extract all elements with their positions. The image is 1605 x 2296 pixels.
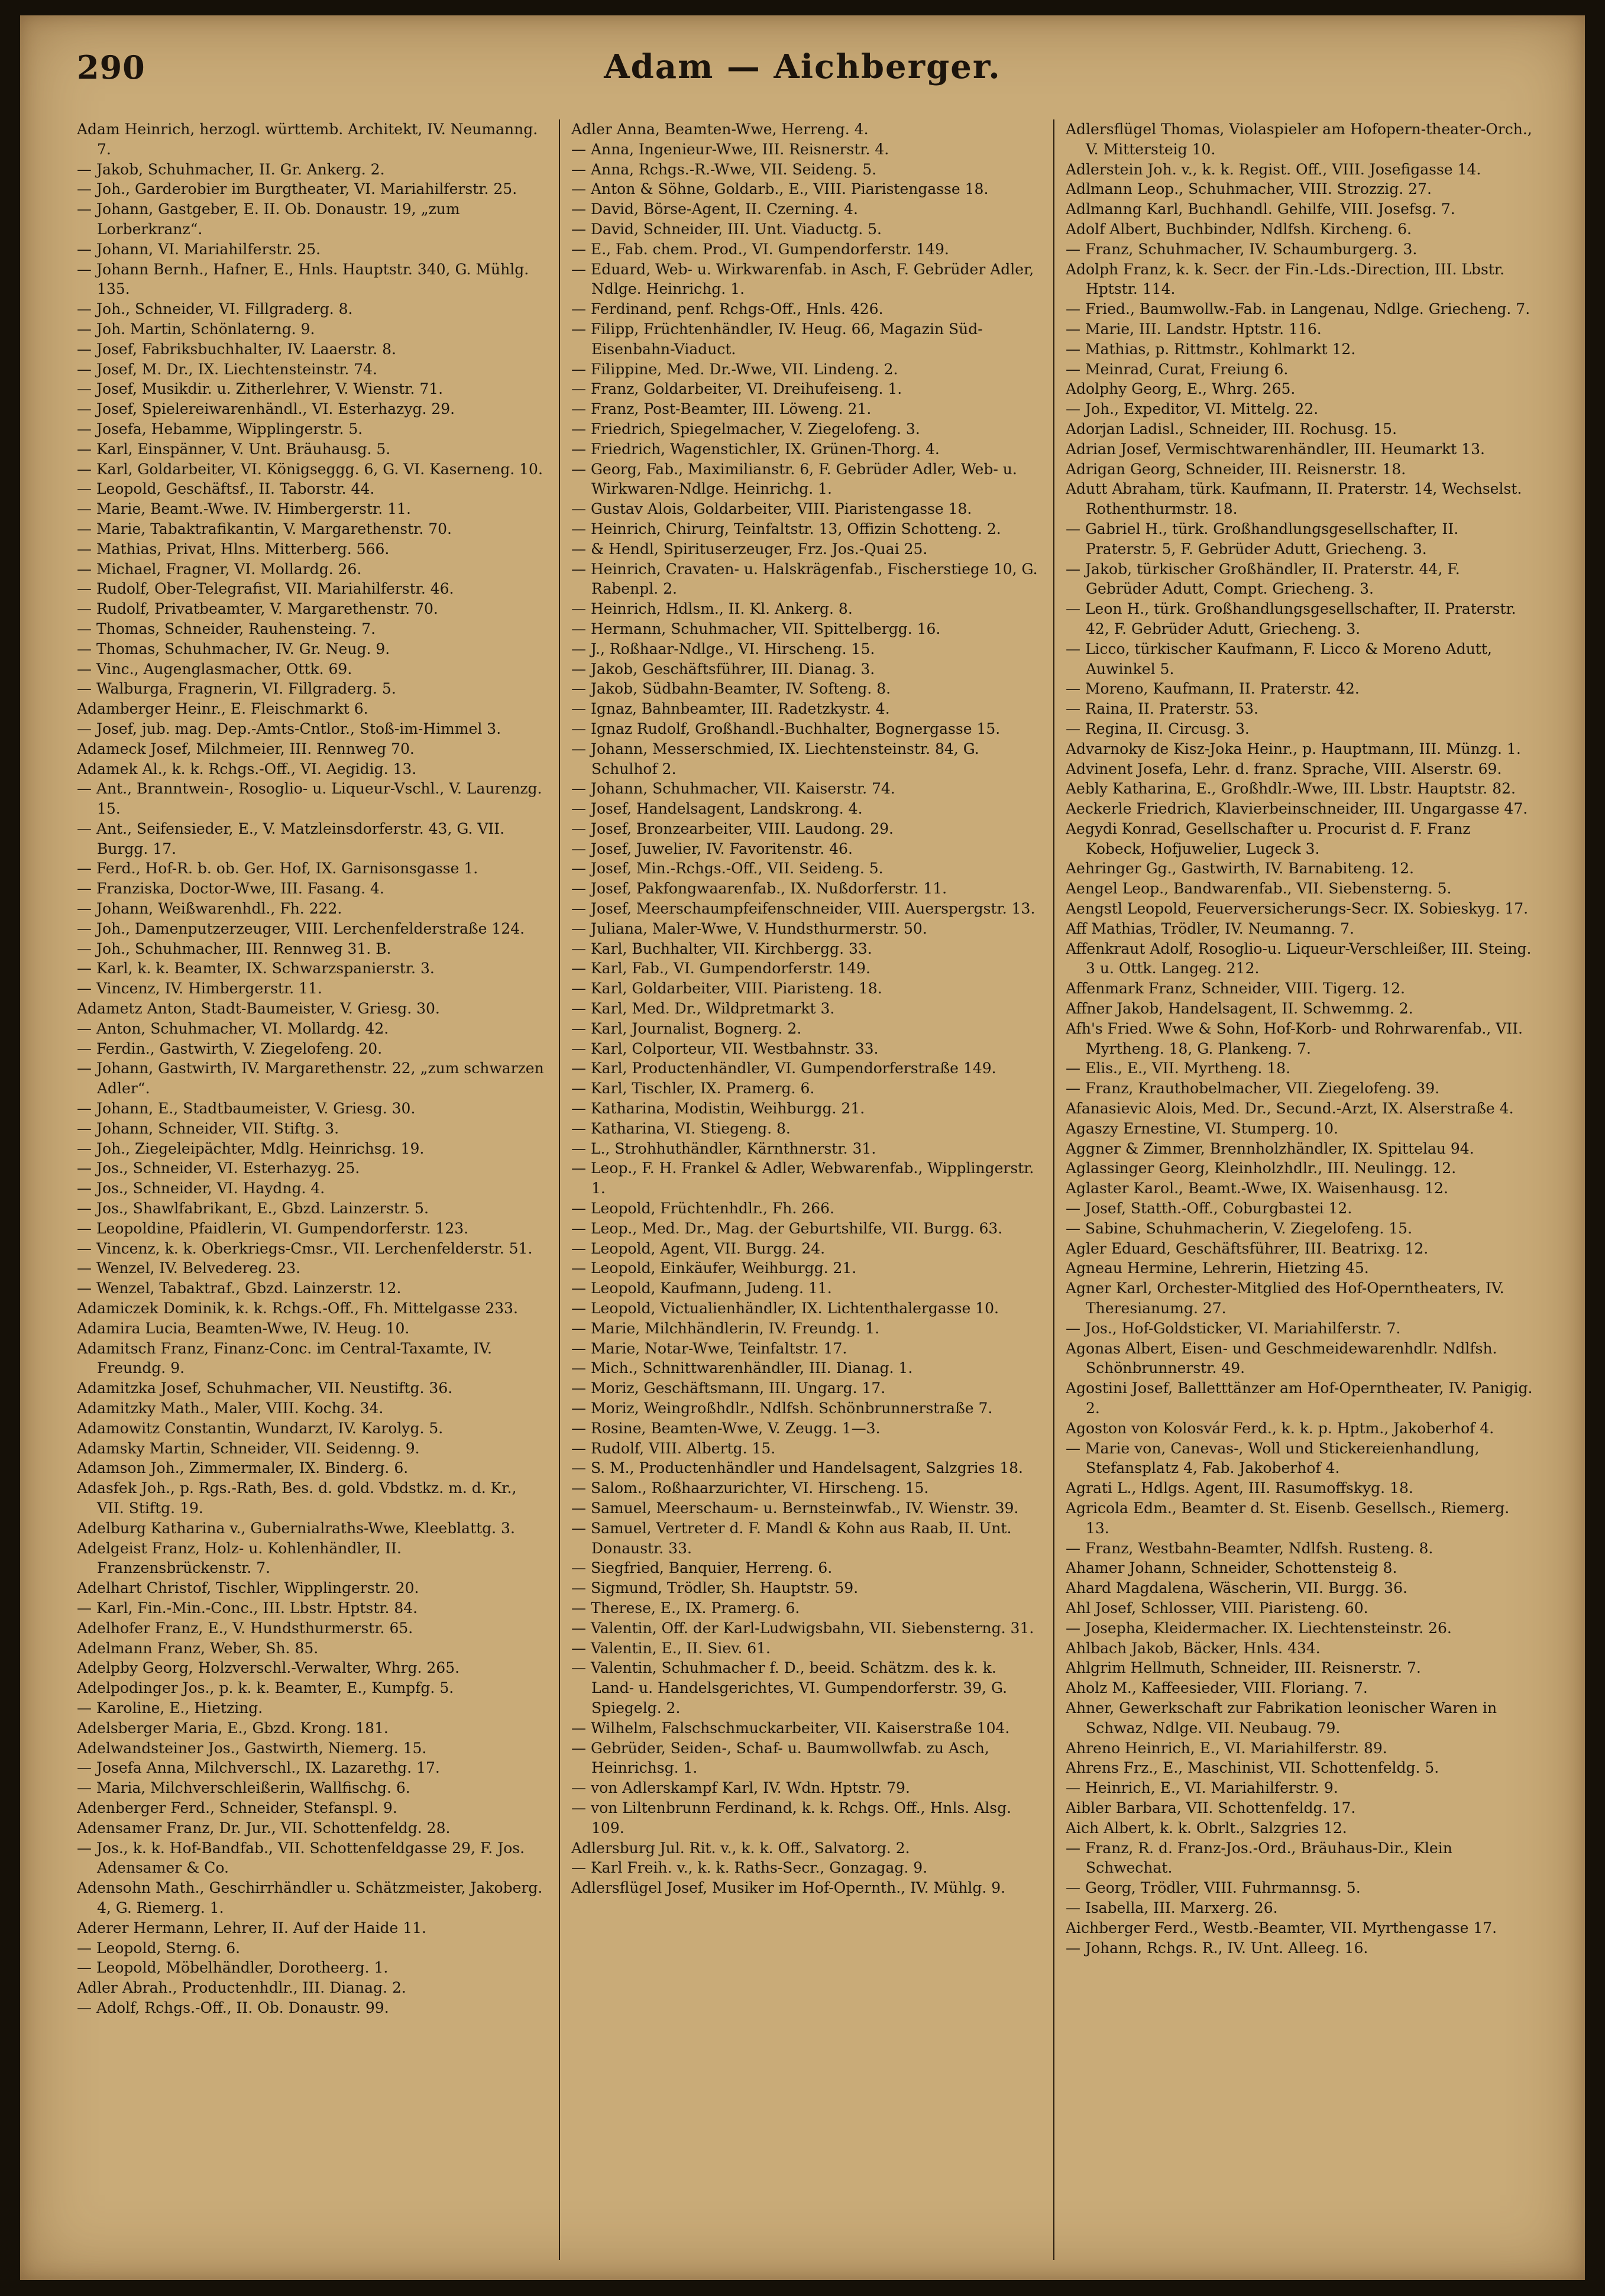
directory-entry: — Wilhelm, Falschschmuckarbeiter, VII. Kaiserstraße 104. [571, 1719, 1010, 1737]
directory-entry: — Marie, III. Landstr. Hptstr. 116. [1066, 320, 1322, 338]
directory-entry: — Leopold, Möbelhändler, Dorotheerg. 1. [77, 1959, 389, 1977]
directory-entry: — Moreno, Kaufmann, II. Praterstr. 42. [1066, 680, 1360, 698]
directory-entry: — Johann, VI. Mariahilferstr. 25. [77, 240, 321, 258]
directory-entry: Adelwandsteiner Jos., Gastwirth, Niemerg. 15. [77, 1739, 427, 1757]
directory-entry: — Ignaz, Bahnbeamter, III. Radetzkystr. 4. [571, 700, 890, 718]
directory-entry: — Josef, Musikdir. u. Zitherlehrer, V. Wienstr. 71. [77, 380, 444, 398]
directory-entry: Adlersburg Jul. Rit. v., k. k. Off., Salvatorg. 2. [571, 1839, 910, 1857]
directory-entry: — Jos., Hof-Goldsticker, VI. Mariahilferstr. 7. [1066, 1319, 1401, 1337]
directory-entry: — Josef, Spielereiwarenhändl., VI. Esterhazyg. 29. [77, 400, 455, 418]
directory-entry: — Josef, Min.-Rchgs.-Off., VII. Seideng. 5. [571, 860, 884, 877]
directory-entry: — Karl, k. k. Beamter, IX. Schwarzspanierstr. 3. [77, 960, 435, 977]
directory-entry: — Ignaz Rudolf, Großhandl.-Buchhalter, Bognergasse 15. [571, 720, 1001, 737]
directory-entry: — Franz, Goldarbeiter, VI. Dreihufeiseng. 1. [571, 380, 902, 398]
directory-entry: — Maria, Milchverschleißerin, Wallfischg. 6. [77, 1779, 410, 1797]
directory-entry: — Johann, Messerschmied, IX. Liechtensteinstr. 84, G. Schulhof 2. [571, 740, 979, 778]
directory-entry: Ahlbach Jakob, Bäcker, Hnls. 434. [1066, 1639, 1321, 1657]
directory-page [20, 15, 1585, 2280]
page-number: 290 [77, 48, 145, 86]
directory-entry: — Joh., Expeditor, VI. Mittelg. 22. [1066, 400, 1319, 418]
directory-entry: — Jos., Schneider, VI. Haydng. 4. [77, 1180, 325, 1197]
directory-entry: — Joh., Damenputzerzeuger, VIII. Lerchenfelderstraße 124. [77, 919, 525, 937]
directory-entry: Adlmanng Karl, Buchhandl. Gehilfe, VIII. Josefsg. 7. [1066, 200, 1455, 218]
directory-entry: — Ferdin., Gastwirth, V. Ziegelofeng. 20. [77, 1039, 383, 1057]
column-rule [1053, 119, 1054, 2260]
directory-entry: — Karl, Tischler, IX. Pramerg. 6. [571, 1080, 815, 1097]
directory-entry: — Jos., k. k. Hof-Bandfab., VII. Schottenfeldgasse 29, F. Jos. Adensamer & Co. [77, 1839, 525, 1877]
directory-entry: Aglassinger Georg, Kleinholzhdlr., III. Neulingg. 12. [1066, 1160, 1457, 1177]
directory-entry: — Sigmund, Trödler, Sh. Hauptstr. 59. [571, 1579, 859, 1597]
directory-entry: — Wenzel, IV. Belvedereg. 23. [77, 1259, 301, 1277]
directory-entry: — Josef, jub. mag. Dep.-Amts-Cntlor., Stoß-im-Himmel 3. [77, 720, 501, 737]
directory-entry: — Filipp, Früchtenhändler, IV. Heug. 66, Magazin Süd-Eisenbahn-Viaduct. [571, 320, 983, 358]
directory-entry: — Karl, Colporteur, VII. Westbahnstr. 33. [571, 1039, 879, 1057]
directory-entry: Adelmann Franz, Weber, Sh. 85. [77, 1639, 319, 1657]
directory-entry: Aegydi Konrad, Gesellschafter u. Procurist d. F. Franz Kobeck, Hofjuwelier, Lugeck 3. [1066, 820, 1471, 857]
directory-entry: Agonas Albert, Eisen- und Geschmeidewarenhdlr. Ndlfsh. Schönbrunnerstr. 49. [1066, 1339, 1497, 1377]
directory-entry: — Eduard, Web- u. Wirkwarenfab. in Asch, F. Gebrüder Adler, Ndlge. Heinrichg. 1. [571, 260, 1034, 298]
directory-entry: Aff Mathias, Trödler, IV. Neumanng. 7. [1066, 919, 1354, 937]
directory-entry: Affenmark Franz, Schneider, VIII. Tigerg. 12. [1066, 980, 1405, 998]
directory-entry: — Meinrad, Curat, Freiung 6. [1066, 360, 1289, 378]
directory-entry: Aehringer Gg., Gastwirth, IV. Barnabiteng. 12. [1066, 860, 1414, 877]
directory-entry: Adutt Abraham, türk. Kaufmann, II. Praterstr. 14, Wechselst. Rothenthurmstr. 18. [1066, 480, 1522, 518]
directory-entry: — Vincenz, IV. Himbergerstr. 11. [77, 980, 322, 998]
directory-entry: Aengel Leop., Bandwarenfab., VII. Siebensterng. 5. [1066, 880, 1452, 898]
directory-entry: Aholz M., Kaffeesieder, VIII. Floriang. 7. [1066, 1679, 1368, 1697]
directory-entry: — Leopold, Geschäftsf., II. Taborstr. 44. [77, 480, 375, 498]
directory-entry: — Marie von, Canevas-, Woll und Stickereienhandlung, Stefansplatz 4, Fab. Jakoberhof 4. [1066, 1439, 1480, 1477]
directory-entry: — Salom., Roßhaarzurichter, VI. Hirscheng. 15. [571, 1479, 929, 1497]
directory-entry: Adamitsch Franz, Finanz-Conc. im Central-Taxamte, IV. Freundg. 9. [77, 1339, 492, 1377]
directory-entry: — Fried., Baumwollw.-Fab. in Langenau, Ndlge. Griecheng. 7. [1066, 300, 1530, 318]
directory-entry: Adelpodinger Jos., p. k. k. Beamter, E., Kumpfg. 5. [77, 1679, 454, 1697]
directory-entry: — Karl Freih. v., k. k. Raths-Secr., Gonzagag. 9. [571, 1859, 928, 1877]
column-rule [559, 119, 560, 2260]
directory-entry: — Wenzel, Tabaktraf., Gbzd. Lainzerstr. 12. [77, 1280, 402, 1297]
directory-entry: Adelpby Georg, Holzverschl.-Verwalter, Whrg. 265. [77, 1659, 460, 1677]
directory-entry: — Karoline, E., Hietzing. [77, 1699, 263, 1717]
directory-entry: — Anton & Söhne, Goldarb., E., VIII. Piaristengasse 18. [571, 180, 989, 198]
directory-entry: Adamowitz Constantin, Wundarzt, IV. Karolyg. 5. [77, 1419, 444, 1437]
directory-entry: — Anna, Rchgs.-R.-Wwe, VII. Seideng. 5. [571, 160, 877, 178]
directory-entry: — Karl, Med. Dr., Wildpretmarkt 3. [571, 1000, 835, 1018]
directory-entry: — Josepha, Kleidermacher. IX. Liechtensteinstr. 26. [1066, 1619, 1452, 1637]
directory-entry: Adameck Josef, Milchmeier, III. Rennweg 70. [77, 740, 415, 757]
directory-entry: Agaszy Ernestine, VI. Stumperg. 10. [1066, 1119, 1338, 1137]
directory-entry: Adelhart Christof, Tischler, Wipplingerstr. 20. [77, 1579, 419, 1597]
directory-entry: Ahreno Heinrich, E., VI. Mariahilferstr. 89. [1066, 1739, 1387, 1757]
directory-entry: — S. M., Productenhändler und Handelsagent, Salzgries 18. [571, 1459, 1023, 1477]
directory-entry: — Johann, Gastwirth, IV. Margarethenstr. 22, „zum schwarzen Adler“. [77, 1060, 544, 1097]
directory-entry: Affner Jakob, Handelsagent, II. Schwemmg. 2. [1066, 1000, 1413, 1018]
directory-entry: — Josef, Juwelier, IV. Favoritenstr. 46. [571, 840, 853, 857]
directory-entry: — Hermann, Schuhmacher, VII. Spittelbergg. 16. [571, 620, 941, 637]
directory-entry: — Karl, Journalist, Bognerg. 2. [571, 1019, 802, 1037]
directory-entry: — & Hendl, Spirituserzeuger, Frz. Jos.-Quai 25. [571, 540, 928, 558]
directory-entry: Ahamer Johann, Schneider, Schottensteig 8. [1066, 1559, 1397, 1577]
directory-entry: — Johann Bernh., Hafner, E., Hnls. Hauptstr. 340, G. Mühlg. 135. [77, 260, 529, 298]
directory-entry: Afh's Fried. Wwe & Sohn, Hof-Korb- und Rohrwarenfab., VII. Myrtheng. 18, G. Plankeng. 7. [1066, 1019, 1523, 1057]
directory-entry: Ahl Josef, Schlosser, VIII. Piaristeng. 60. [1066, 1599, 1368, 1617]
directory-entry: — Leopold, Kaufmann, Judeng. 11. [571, 1280, 832, 1297]
directory-entry: Affenkraut Adolf, Rosoglio-u. Liqueur-Verschleißer, III. Steing. 3 u. Ottk. Langeg. 212. [1066, 940, 1532, 977]
directory-entry: — Josef, M. Dr., IX. Liechtensteinstr. 74. [77, 360, 377, 378]
directory-entry: Agostini Josef, Balletttänzer am Hof-Operntheater, IV. Panigig. 2. [1066, 1379, 1533, 1417]
directory-entry: Adamsky Martin, Schneider, VII. Seidenng. 9. [77, 1439, 420, 1457]
directory-entry: Adlersflügel Josef, Musiker im Hof-Opernth., IV. Mühlg. 9. [571, 1879, 1006, 1897]
directory-entry: Adamson Joh., Zimmermaler, IX. Binderg. 6. [77, 1459, 409, 1477]
directory-entry: Adametz Anton, Stadt-Baumeister, V. Griesg. 30. [77, 1000, 440, 1018]
directory-entry: Adelburg Katharina v., Gubernialraths-Wwe, Kleeblattg. 3. [77, 1519, 515, 1537]
directory-entry: — Joh., Schneider, VI. Fillgraderg. 8. [77, 300, 353, 318]
directory-entry: Advarnoky de Kisz-Joka Heinr., p. Hauptmann, III. Münzg. 1. [1066, 740, 1521, 757]
directory-entry: Adensamer Franz, Dr. Jur., VII. Schottenfeldg. 28. [77, 1819, 451, 1837]
directory-entry: — Jakob, Schuhmacher, II. Gr. Ankerg. 2. [77, 160, 385, 178]
directory-entry: — Marie, Tabaktrafikantin, V. Margarethenstr. 70. [77, 520, 452, 537]
directory-entry: — Samuel, Vertreter d. F. Mandl & Kohn aus Raab, II. Unt. Donaustr. 33. [571, 1519, 1012, 1557]
directory-entry: — Franz, Krauthobelmacher, VII. Ziegelofeng. 39. [1066, 1080, 1440, 1097]
directory-entry: Adrian Josef, Vermischtwarenhändler, III. Heumarkt 13. [1066, 440, 1485, 458]
directory-entry: — Johann, Gastgeber, E. II. Ob. Donaustr. 19, „zum Lorberkranz“. [77, 200, 460, 238]
directory-entry: — Regina, II. Circusg. 3. [1066, 720, 1250, 737]
directory-entry: — Johann, E., Stadtbaumeister, V. Griesg. 30. [77, 1100, 416, 1118]
directory-entry: Agricola Edm., Beamter d. St. Eisenb. Gesellsch., Riemerg. 13. [1066, 1499, 1510, 1537]
columns [77, 119, 1535, 2260]
directory-entry: — Heinrich, Cravaten- u. Halskrägenfab., Fischerstiege 10, G. Rabenpl. 2. [571, 560, 1038, 598]
directory-entry: — Karl, Productenhändler, VI. Gumpendorferstraße 149. [571, 1060, 996, 1077]
directory-entry: — Thomas, Schneider, Rauhensteing. 7. [77, 620, 376, 637]
column-2 [571, 119, 1038, 2260]
directory-entry: Adamberger Heinr., E. Fleischmarkt 6. [77, 700, 368, 718]
directory-entry: — Josef, Fabriksbuchhalter, IV. Laaerstr. 8. [77, 340, 396, 358]
directory-entry: — Josefa, Hebamme, Wipplingerstr. 5. [77, 420, 363, 438]
directory-entry: Adamitzka Josef, Schuhmacher, VII. Neustiftg. 36. [77, 1379, 453, 1397]
directory-entry: — Valentin, Schuhmacher f. D., beeid. Schätzm. des k. k. Land- u. Handelsgerichtes, VI. Gumpendorferstr. 39, G. Spiegelg. 2. [571, 1659, 1008, 1717]
directory-entry: — Josef, Statth.-Off., Coburgbastei 12. [1066, 1200, 1352, 1217]
directory-entry: — Gustav Alois, Goldarbeiter, VIII. Piaristengasse 18. [571, 500, 972, 518]
directory-entry: — E., Fab. chem. Prod., VI. Gumpendorferstr. 149. [571, 240, 949, 258]
directory-entry: Agoston von Kolosvár Ferd., k. k. p. Hptm., Jakoberhof 4. [1066, 1419, 1494, 1437]
page-header [56, 44, 1549, 91]
directory-entry: — Vinc., Augenglasmacher, Ottk. 69. [77, 660, 352, 678]
directory-entry: Ahlgrim Hellmuth, Schneider, III. Reisnerstr. 7. [1066, 1659, 1421, 1677]
column-1 [77, 119, 544, 2260]
directory-entry: — Josef, Handelsagent, Landskrong. 4. [571, 800, 863, 818]
directory-entry: — Leop., Med. Dr., Mag. der Geburtshilfe, VII. Burgg. 63. [571, 1219, 1003, 1237]
directory-entry: Adelsberger Maria, E., Gbzd. Krong. 181. [77, 1719, 389, 1737]
directory-entry: Aderer Hermann, Lehrer, II. Auf der Haide 11. [77, 1919, 426, 1936]
directory-entry: — Jakob, türkischer Großhändler, II. Praterstr. 44, F. Gebrüder Adutt, Compt. Griecheng. 3. [1066, 560, 1460, 598]
directory-entry: — Ferd., Hof-R. b. ob. Ger. Hof, IX. Garnisonsgasse 1. [77, 860, 478, 877]
directory-entry: — Mathias, p. Rittmstr., Kohlmarkt 12. [1066, 340, 1356, 358]
directory-entry: — Walburga, Fragnerin, VI. Fillgraderg. 5. [77, 680, 396, 698]
directory-entry: — Joh. Martin, Schönlaterng. 9. [77, 320, 315, 338]
directory-entry: — Ant., Branntwein-, Rosoglio- u. Liqueur-Vschl., V. Laurenzg. 15. [77, 780, 542, 818]
directory-entry: — Joh., Garderobier im Burgtheater, VI. Mariahilferstr. 25. [77, 180, 517, 198]
directory-entry: — Leopold, Victualienhändler, IX. Lichtenthalergasse 10. [571, 1300, 999, 1317]
directory-entry: — L., Strohhuthändler, Kärnthnerstr. 31. [571, 1139, 876, 1157]
directory-entry: — Johann, Schneider, VII. Stiftg. 3. [77, 1119, 339, 1137]
directory-entry: — Elis., E., VII. Myrtheng. 18. [1066, 1060, 1291, 1077]
directory-entry: — Marie, Notar-Wwe, Teinfaltstr. 17. [571, 1339, 847, 1357]
directory-entry: — Heinrich, E., VI. Mariahilferstr. 9. [1066, 1779, 1338, 1797]
directory-entry: — Leopold, Früchtenhdlr., Fh. 266. [571, 1200, 834, 1217]
directory-entry: — Michael, Fragner, VI. Mollardg. 26. [77, 560, 362, 578]
directory-entry: Agler Eduard, Geschäftsführer, III. Beatrixg. 12. [1066, 1239, 1429, 1257]
directory-entry: Afanasievic Alois, Med. Dr., Secund.-Arzt, IX. Alserstraße 4. [1066, 1100, 1514, 1118]
directory-entry: — Jos., Shawlfabrikant, E., Gbzd. Lainzerstr. 5. [77, 1200, 429, 1217]
directory-entry: Adorjan Ladisl., Schneider, III. Rochusg. 15. [1066, 420, 1397, 438]
directory-entry: Aeckerle Friedrich, Klavierbeinschneider, III. Ungargasse 47. [1066, 800, 1528, 818]
directory-entry: — Therese, E., IX. Pramerg. 6. [571, 1599, 800, 1617]
directory-entry: — Moriz, Weingroßhdlr., Ndlfsh. Schönbrunnerstraße 7. [571, 1400, 993, 1417]
directory-entry: Agner Karl, Orchester-Mitglied des Hof-Operntheaters, IV. Theresianumg. 27. [1066, 1280, 1504, 1317]
directory-entry: — Gabriel H., türk. Großhandlungsgesellschafter, II. Praterstr. 5, F. Gebrüder Adutt, Griecheng. 3. [1066, 520, 1459, 558]
directory-entry: — Friedrich, Spiegelmacher, V. Ziegelofeng. 3. [571, 420, 920, 438]
directory-entry: — Rudolf, Privatbeamter, V. Margarethenstr. 70. [77, 600, 438, 618]
directory-entry: Adenberger Ferd., Schneider, Stefanspl. 9. [77, 1799, 397, 1816]
directory-entry: — Johann, Schuhmacher, VII. Kaiserstr. 74. [571, 780, 895, 798]
directory-entry: — Karl, Goldarbeiter, VI. Königseggg. 6, G. VI. Kaserneng. 10. [77, 460, 543, 478]
directory-entry: Adelhofer Franz, E., V. Hundsthurmerstr. 65. [77, 1619, 413, 1637]
directory-entry: Aibler Barbara, VII. Schottenfeldg. 17. [1066, 1799, 1356, 1816]
directory-entry: — Franziska, Doctor-Wwe, III. Fasang. 4. [77, 880, 384, 898]
directory-entry: — Samuel, Meerschaum- u. Bernsteinwfab., IV. Wienstr. 39. [571, 1499, 1019, 1517]
directory-entry: — Franz, Schuhmacher, IV. Schaumburgerg. 3. [1066, 240, 1418, 258]
directory-entry: Adolphy Georg, E., Whrg. 265. [1066, 380, 1296, 398]
directory-entry: — Rudolf, VIII. Albertg. 15. [571, 1439, 776, 1457]
directory-entry: — von Liltenbrunn Ferdinand, k. k. Rchgs. Off., Hnls. Alsg. 109. [571, 1799, 1012, 1837]
directory-entry: Adrigan Georg, Schneider, III. Reisnerstr. 18. [1066, 460, 1406, 478]
directory-entry: — Isabella, III. Marxerg. 26. [1066, 1899, 1278, 1916]
directory-entry: — Ferdinand, penf. Rchgs-Off., Hnls. 426. [571, 300, 884, 318]
directory-entry: — Moriz, Geschäftsmann, III. Ungarg. 17. [571, 1379, 886, 1397]
directory-entry: Adamitzky Math., Maler, VIII. Kochg. 34. [77, 1400, 384, 1417]
directory-entry: Ahrens Frz., E., Maschinist, VII. Schottenfeldg. 5. [1066, 1759, 1439, 1777]
directory-entry: — Josef, Meerschaumpfeifenschneider, VIII. Auerspergstr. 13. [571, 900, 1036, 918]
directory-entry: Adamek Al., k. k. Rchgs.-Off., VI. Aegidig. 13. [77, 760, 417, 778]
directory-entry: — Karl, Fin.-Min.-Conc., III. Lbstr. Hptstr. 84. [77, 1599, 418, 1617]
directory-entry: — Katharina, VI. Stiegeng. 8. [571, 1119, 791, 1137]
directory-entry: Adamiczek Dominik, k. k. Rchgs.-Off., Fh. Mittelgasse 233. [77, 1300, 518, 1317]
directory-entry: — Jakob, Südbahn-Beamter, IV. Softeng. 8. [571, 680, 891, 698]
directory-entry: — Licco, türkischer Kaufmann, F. Licco & Moreno Adutt, Auwinkel 5. [1066, 640, 1492, 678]
directory-entry: — Johann, Rchgs. R., IV. Unt. Alleeg. 16. [1066, 1939, 1368, 1957]
directory-entry: Aggner & Zimmer, Brennholzhändler, IX. Spittelau 94. [1066, 1139, 1474, 1157]
directory-entry: — Friedrich, Wagenstichler, IX. Grünen-Thorg. 4. [571, 440, 940, 458]
directory-entry: — Raina, II. Praterstr. 53. [1066, 700, 1258, 718]
directory-entry: Adolph Franz, k. k. Secr. der Fin.-Lds.-Direction, III. Lbstr. Hptstr. 114. [1066, 260, 1505, 298]
directory-entry: — Georg, Fab., Maximilianstr. 6, F. Gebrüder Adler, Web- u. Wirkwaren-Ndlge. Heinrichg. 1. [571, 460, 1017, 498]
directory-entry: — Mathias, Privat, Hlns. Mitterberg. 566. [77, 540, 390, 558]
directory-entry: — Georg, Trödler, VIII. Fuhrmannsg. 5. [1066, 1879, 1361, 1897]
directory-entry: — Jos., Schneider, VI. Esterhazyg. 25. [77, 1160, 360, 1177]
directory-entry: — Leopold, Sterng. 6. [77, 1939, 241, 1957]
directory-entry: — Marie, Beamt.-Wwe. IV. Himbergerstr. 11. [77, 500, 411, 518]
directory-entry: Agrati L., Hdlgs. Agent, III. Rasumoffskyg. 18. [1066, 1479, 1413, 1497]
directory-entry: Adam Heinrich, herzogl. württemb. Architekt, IV. Neumanng. 7. [77, 121, 538, 158]
directory-entry: — Joh., Schuhmacher, III. Rennweg 31. B. [77, 940, 391, 957]
directory-entry: — Thomas, Schuhmacher, IV. Gr. Neug. 9. [77, 640, 390, 658]
directory-entry: Aebly Katharina, E., Großhdlr.-Wwe, III. Lbstr. Hauptstr. 82. [1066, 780, 1516, 798]
directory-entry: Agneau Hermine, Lehrerin, Hietzing 45. [1066, 1259, 1369, 1277]
directory-entry: — Juliana, Maler-Wwe, V. Hundsthurmerstr. 50. [571, 919, 927, 937]
directory-entry: Adolf Albert, Buchbinder, Ndlfsh. Kircheng. 6. [1066, 220, 1412, 238]
directory-entry: Ahard Magdalena, Wäscherin, VII. Burgg. 36. [1066, 1579, 1407, 1597]
directory-entry: — Leon H., türk. Großhandlungsgesellschafter, II. Praterstr. 42, F. Gebrüder Adutt, Griecheng. 3. [1066, 600, 1516, 637]
directory-entry: Adensohn Math., Geschirrhändler u. Schätzmeister, Jakoberg. 4, G. Riemerg. 1. [77, 1879, 543, 1916]
directory-entry: — Leop., F. H. Frankel & Adler, Webwarenfab., Wipplingerstr. 1. [571, 1160, 1034, 1197]
directory-entry: — Joh., Ziegeleipächter, Mdlg. Heinrichsg. 19. [77, 1139, 425, 1157]
directory-entry: — Mich., Schnittwarenhändler, III. Dianag. 1. [571, 1359, 913, 1377]
directory-entry: — Franz, Post-Beamter, III. Löweng. 21. [571, 400, 872, 418]
directory-entry: — Franz, Westbahn-Beamter, Ndlfsh. Rusteng. 8. [1066, 1539, 1434, 1557]
directory-entry: — David, Schneider, III. Unt. Viaductg. 5. [571, 220, 882, 238]
directory-entry: Adlersflügel Thomas, Violaspieler am Hofopern-theater-Orch., V. Mittersteig 10. [1066, 121, 1532, 158]
directory-entry: Adelgeist Franz, Holz- u. Kohlenhändler, II. Franzensbrückenstr. 7. [77, 1539, 402, 1577]
directory-entry: Ahner, Gewerkschaft zur Fabrikation leonischer Waren in Schwaz, Ndlge. VII. Neubaug. 79. [1066, 1699, 1497, 1737]
directory-entry: — Anna, Ingenieur-Wwe, III. Reisnerstr. 4. [571, 140, 889, 158]
directory-entry: Adler Anna, Beamten-Wwe, Herreng. 4. [571, 121, 869, 138]
directory-entry: — Johann, Weißwarenhdl., Fh. 222. [77, 900, 342, 918]
directory-entry: — Marie, Milchhändlerin, IV. Freundg. 1. [571, 1319, 880, 1337]
directory-entry: — Josef, Bronzearbeiter, VIII. Laudong. 29. [571, 820, 894, 837]
column-3 [1066, 119, 1533, 2260]
directory-entry: Adlmann Leop., Schuhmacher, VIII. Strozzig. 27. [1066, 180, 1432, 198]
directory-entry: Adamira Lucia, Beamten-Wwe, IV. Heug. 10. [77, 1319, 410, 1337]
directory-entry: — Rudolf, Ober-Telegrafist, VII. Mariahilferstr. 46. [77, 580, 454, 598]
directory-entry: — Ant., Seifensieder, E., V. Matzleinsdorferstr. 43, G. VII. Burgg. 17. [77, 820, 505, 857]
directory-entry: — Leopoldine, Pfaidlerin, VI. Gumpendorferstr. 123. [77, 1219, 469, 1237]
directory-entry: — Siegfried, Banquier, Herreng. 6. [571, 1559, 833, 1577]
directory-entry: Aich Albert, k. k. Obrlt., Salzgries 12. [1066, 1819, 1347, 1837]
directory-entry: — Rosine, Beamten-Wwe, V. Zeugg. 1—3. [571, 1419, 881, 1437]
directory-entry: — Gebrüder, Seiden-, Schaf- u. Baumwollwfab. zu Asch, Heinrichsg. 1. [571, 1739, 989, 1777]
directory-entry: — Karl, Goldarbeiter, VIII. Piaristeng. 18. [571, 980, 882, 998]
directory-entry: Aglaster Karol., Beamt.-Wwe, IX. Waisenhausg. 12. [1066, 1180, 1448, 1197]
directory-entry: Adlerstein Joh. v., k. k. Regist. Off., VIII. Josefigasse 14. [1066, 160, 1481, 178]
directory-entry: — Franz, R. d. Franz-Jos.-Ord., Bräuhaus-Dir., Klein Schwechat. [1066, 1839, 1452, 1877]
running-title: Adam — Aichberger. [604, 47, 1001, 86]
directory-entry: — David, Börse-Agent, II. Czerning. 4. [571, 200, 858, 218]
directory-entry: Aichberger Ferd., Westb.-Beamter, VII. Myrthengasse 17. [1066, 1919, 1497, 1936]
directory-entry: Advinent Josefa, Lehr. d. franz. Sprache, VIII. Alserstr. 69. [1066, 760, 1502, 778]
directory-entry: — J., Roßhaar-Ndlge., VI. Hirscheng. 15. [571, 640, 875, 658]
directory-entry: — Heinrich, Hdlsm., II. Kl. Ankerg. 8. [571, 600, 853, 618]
directory-entry: Adasfek Joh., p. Rgs.-Rath, Bes. d. gold. Vbdstkz. m. d. Kr., VII. Stiftg. 19. [77, 1479, 517, 1517]
directory-entry: — Karl, Fab., VI. Gumpendorferstr. 149. [571, 960, 871, 977]
directory-entry: — Filippine, Med. Dr.-Wwe, VII. Lindeng. 2. [571, 360, 898, 378]
directory-entry: — Vincenz, k. k. Oberkriegs-Cmsr., VII. Lerchenfelderstr. 51. [77, 1239, 533, 1257]
directory-entry: — Valentin, Off. der Karl-Ludwigsbahn, VII. Siebensterng. 31. [571, 1619, 1034, 1637]
directory-entry: — Katharina, Modistin, Weihburgg. 21. [571, 1100, 865, 1118]
directory-entry: — Heinrich, Chirurg, Teinfaltstr. 13, Offizin Schotteng. 2. [571, 520, 1001, 537]
directory-entry: — Josef, Pakfongwaarenfab., IX. Nußdorferstr. 11. [571, 880, 947, 898]
directory-entry: — Jakob, Geschäftsführer, III. Dianag. 3. [571, 660, 875, 678]
directory-entry: — Sabine, Schuhmacherin, V. Ziegelofeng. 15. [1066, 1219, 1413, 1237]
directory-entry: — Leopold, Einkäufer, Weihburgg. 21. [571, 1259, 857, 1277]
directory-entry: — Josefa Anna, Milchverschl., IX. Lazarethg. 17. [77, 1759, 440, 1777]
directory-entry: Adler Abrah., Productenhdlr., III. Dianag. 2. [77, 1979, 406, 1997]
directory-entry: — Adolf, Rchgs.-Off., II. Ob. Donaustr. 99. [77, 1999, 389, 2016]
directory-entry: — Karl, Buchhalter, VII. Kirchbergg. 33. [571, 940, 872, 957]
directory-entry: — Leopold, Agent, VII. Burgg. 24. [571, 1239, 826, 1257]
directory-entry: Aengstl Leopold, Feuerversicherungs-Secr. IX. Sobieskyg. 17. [1066, 900, 1529, 918]
directory-entry: — von Adlerskampf Karl, IV. Wdn. Hptstr. 79. [571, 1779, 910, 1797]
directory-entry: — Anton, Schuhmacher, VI. Mollardg. 42. [77, 1019, 389, 1037]
directory-entry: — Karl, Einspänner, V. Unt. Bräuhausg. 5. [77, 440, 391, 458]
directory-entry: — Valentin, E., II. Siev. 61. [571, 1639, 771, 1657]
